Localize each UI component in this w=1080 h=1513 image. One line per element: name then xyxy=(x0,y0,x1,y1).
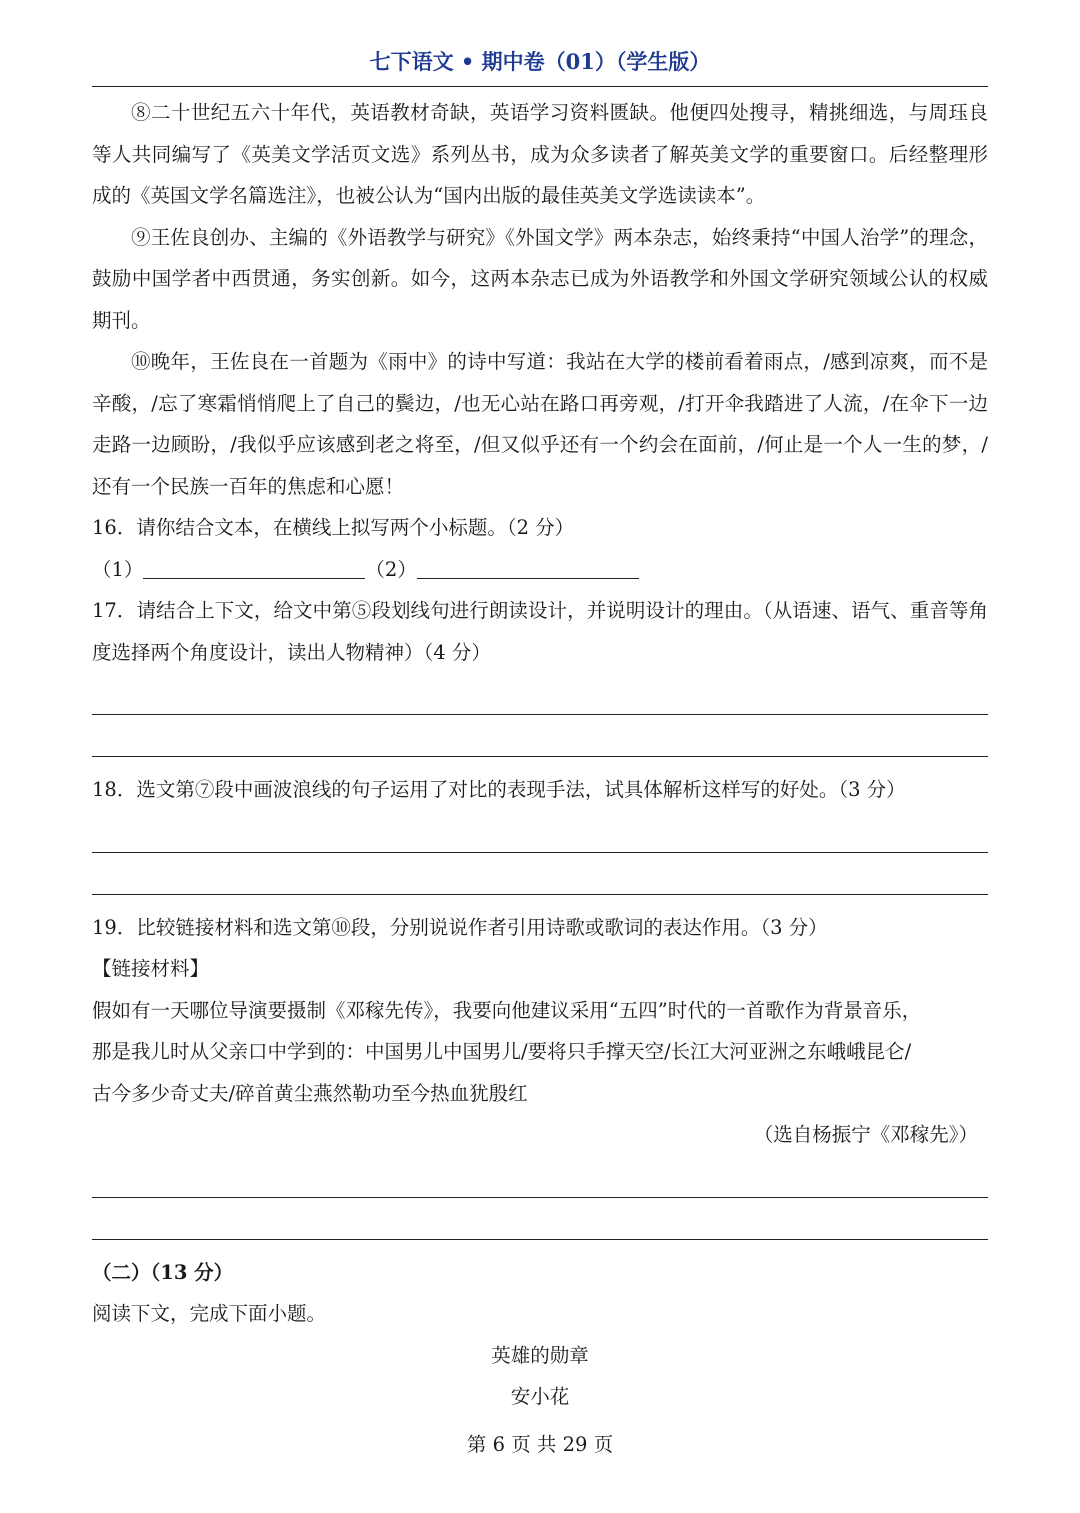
section-2-instruction: 阅读下文，完成下面小题。 xyxy=(92,1302,327,1325)
section-2-heading: （二）（13 分） xyxy=(92,1260,234,1284)
link-material-line: 那是我儿时从父亲口中学到的：中国男儿中国男儿/要将只手撑天空/长江大河亚洲之东峨峨昆仑/ xyxy=(92,1040,912,1063)
blank-1-label: （1） xyxy=(92,557,144,581)
header-divider xyxy=(92,86,988,87)
answer-blank-2[interactable] xyxy=(417,556,639,579)
paragraph-8: ⑧二十世纪五六十年代，英语教材奇缺，英语学习资料匮缺。他便四处搜寻，精挑细选，与周珏良等人共同编写了《英美文学活页文选》系列丛书，成为众多读者了解英美文学的重要窗口。后经整理形成的《英国文学名篇选注》，也被公认为“国内出版的最佳英美文学选读读本”。 xyxy=(92,101,988,207)
question-16: 16．请你结合文本，在横线上拟写两个小标题。（2 分） xyxy=(92,516,575,539)
answer-line[interactable] xyxy=(92,673,988,715)
blank-2-label: （2） xyxy=(365,557,417,581)
document-body xyxy=(92,92,988,1418)
page-header-title: 七下语文 • 期中卷（01）（学生版） xyxy=(369,49,711,74)
answer-line[interactable] xyxy=(92,715,988,757)
paragraph-10: ⑩晚年，王佐良在一首题为《雨中》的诗中写道：我站在大学的楼前看着雨点，/感到凉爽，而不是辛酸，/忘了寒霜悄悄爬上了自己的鬓边，/也无心站在路口再旁观，/打开伞我踏进了人流，/在伞下一边走路一边顾盼，/我似乎应该感到老之将至，/但又似乎还有一个约会在面前，/何止是一个人一生的梦，/还有一个民族一百年的焦虑和心愿！ xyxy=(92,350,988,498)
question-18: 18．选文第⑦段中画波浪线的句子运用了对比的表现手法，试具体解析这样写的好处。（3 分） xyxy=(92,778,906,801)
answer-line[interactable] xyxy=(92,853,988,895)
link-material-source: （选自杨振宁《邓稼先》） xyxy=(753,1123,978,1146)
story-title: 英雄的勋章 xyxy=(491,1343,589,1367)
paragraph-9: ⑨王佐良创办、主编的《外语教学与研究》《外国文学》两本杂志，始终秉持“中国人治学”的理念，鼓励中国学者中西贯通，务实创新。如今，这两本杂志已成为外语教学和外国文学研究领域公认的权威期刊。 xyxy=(92,225,988,332)
answer-blank-1[interactable] xyxy=(143,556,365,579)
story-author: 安小花 xyxy=(510,1385,570,1408)
answer-line[interactable] xyxy=(92,1198,988,1240)
link-material-line: 古今多少奇丈夫/碎首黄尘燕然勒功至今热血犹殷红 xyxy=(92,1081,528,1105)
answer-line[interactable] xyxy=(92,811,988,853)
question-16-blanks xyxy=(92,549,988,591)
question-17: 17．请结合上下文，给文中第⑤段划线句进行朗读设计，并说明设计的理由。（从语速、语气、重音等角度选择两个角度设计，读出人物精神）（4 分） xyxy=(92,599,988,664)
answer-line[interactable] xyxy=(92,1156,988,1198)
question-19: 19．比较链接材料和选文第⑩段，分别说说作者引用诗歌或歌词的表达作用。（3 分） xyxy=(92,915,828,939)
page-number: 第 6 页 共 29 页 xyxy=(466,1433,614,1456)
link-material-heading: 【链接材料】 xyxy=(92,957,210,980)
link-material-line: 假如有一天哪位导演要摄制《邓稼先传》，我要向他建议采用“五四”时代的一首歌作为背景音乐， xyxy=(92,998,922,1022)
